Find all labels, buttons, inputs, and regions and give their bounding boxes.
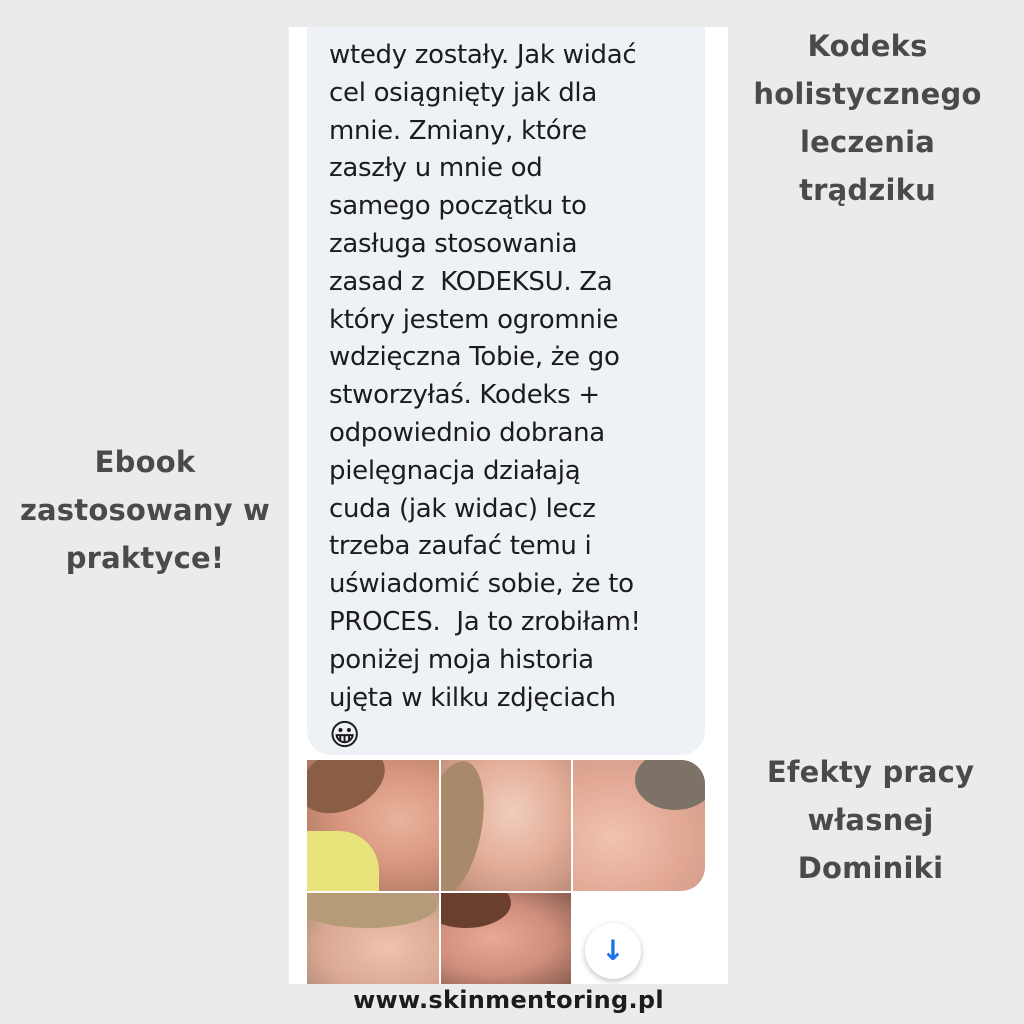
- photo-thumbnail[interactable]: [307, 893, 439, 984]
- arrow-down-icon: ↓: [601, 934, 625, 967]
- message-line: cel osiągnięty jak dla: [329, 77, 597, 108]
- title-line: trądziku: [799, 173, 936, 207]
- message-line: wtedy zostały. Jak widać: [329, 40, 637, 70]
- message-line: samego początku to: [329, 191, 587, 222]
- caption-line: praktyce!: [65, 541, 225, 575]
- ebook-title: [735, 22, 1000, 214]
- message-line: zaszły u mnie od: [329, 153, 543, 184]
- message-line: trzeba zaufać temu i: [329, 531, 592, 562]
- scroll-down-button[interactable]: [585, 923, 641, 979]
- message-line: stworzyłaś. Kodeks +: [329, 380, 600, 411]
- photo-thumbnail[interactable]: [573, 760, 705, 891]
- caption-line: własnej: [807, 803, 934, 837]
- caption-line: Dominiki: [797, 851, 944, 885]
- title-line: holistycznego: [753, 77, 982, 111]
- title-line: Kodeks: [807, 29, 928, 63]
- message-line: wdzięczna Tobie, że go: [329, 342, 620, 373]
- message-line: uświadomić sobie, że to: [329, 569, 634, 600]
- message-line: zasad z KODEKSU. Za: [329, 266, 613, 297]
- message-line: ujęta w kilku zdjęciach: [329, 682, 616, 713]
- message-line: mnie. Zmiany, które: [329, 115, 587, 146]
- message-line: pielęgnacja działają: [329, 455, 581, 486]
- grinning-face-icon: 😀: [329, 718, 360, 754]
- chat-screenshot: [289, 27, 728, 984]
- message-line: PROCES. Ja to zrobiłam!: [329, 606, 641, 637]
- photo-grid: [307, 760, 705, 984]
- photo-thumbnail[interactable]: [441, 760, 571, 891]
- photo-thumbnail[interactable]: [441, 893, 571, 984]
- photo-thumbnail[interactable]: [307, 760, 439, 891]
- caption-line: zastosowany w: [19, 493, 271, 527]
- message-text: [329, 37, 709, 754]
- message-line: który jestem ogromnie: [329, 304, 619, 335]
- message-line: poniżej moja historia: [329, 644, 594, 675]
- caption-line: Efekty pracy: [766, 755, 975, 789]
- right-caption: [748, 748, 993, 892]
- message-line: cuda (jak widac) lecz: [329, 493, 596, 524]
- message-line: odpowiednio dobrana: [329, 417, 605, 448]
- left-caption: [10, 438, 280, 582]
- title-line: leczenia: [799, 125, 936, 159]
- caption-line: Ebook: [94, 445, 196, 479]
- message-line: zasługa stosowania: [329, 228, 578, 259]
- website-url: www.skinmentoring.pl: [353, 986, 664, 1014]
